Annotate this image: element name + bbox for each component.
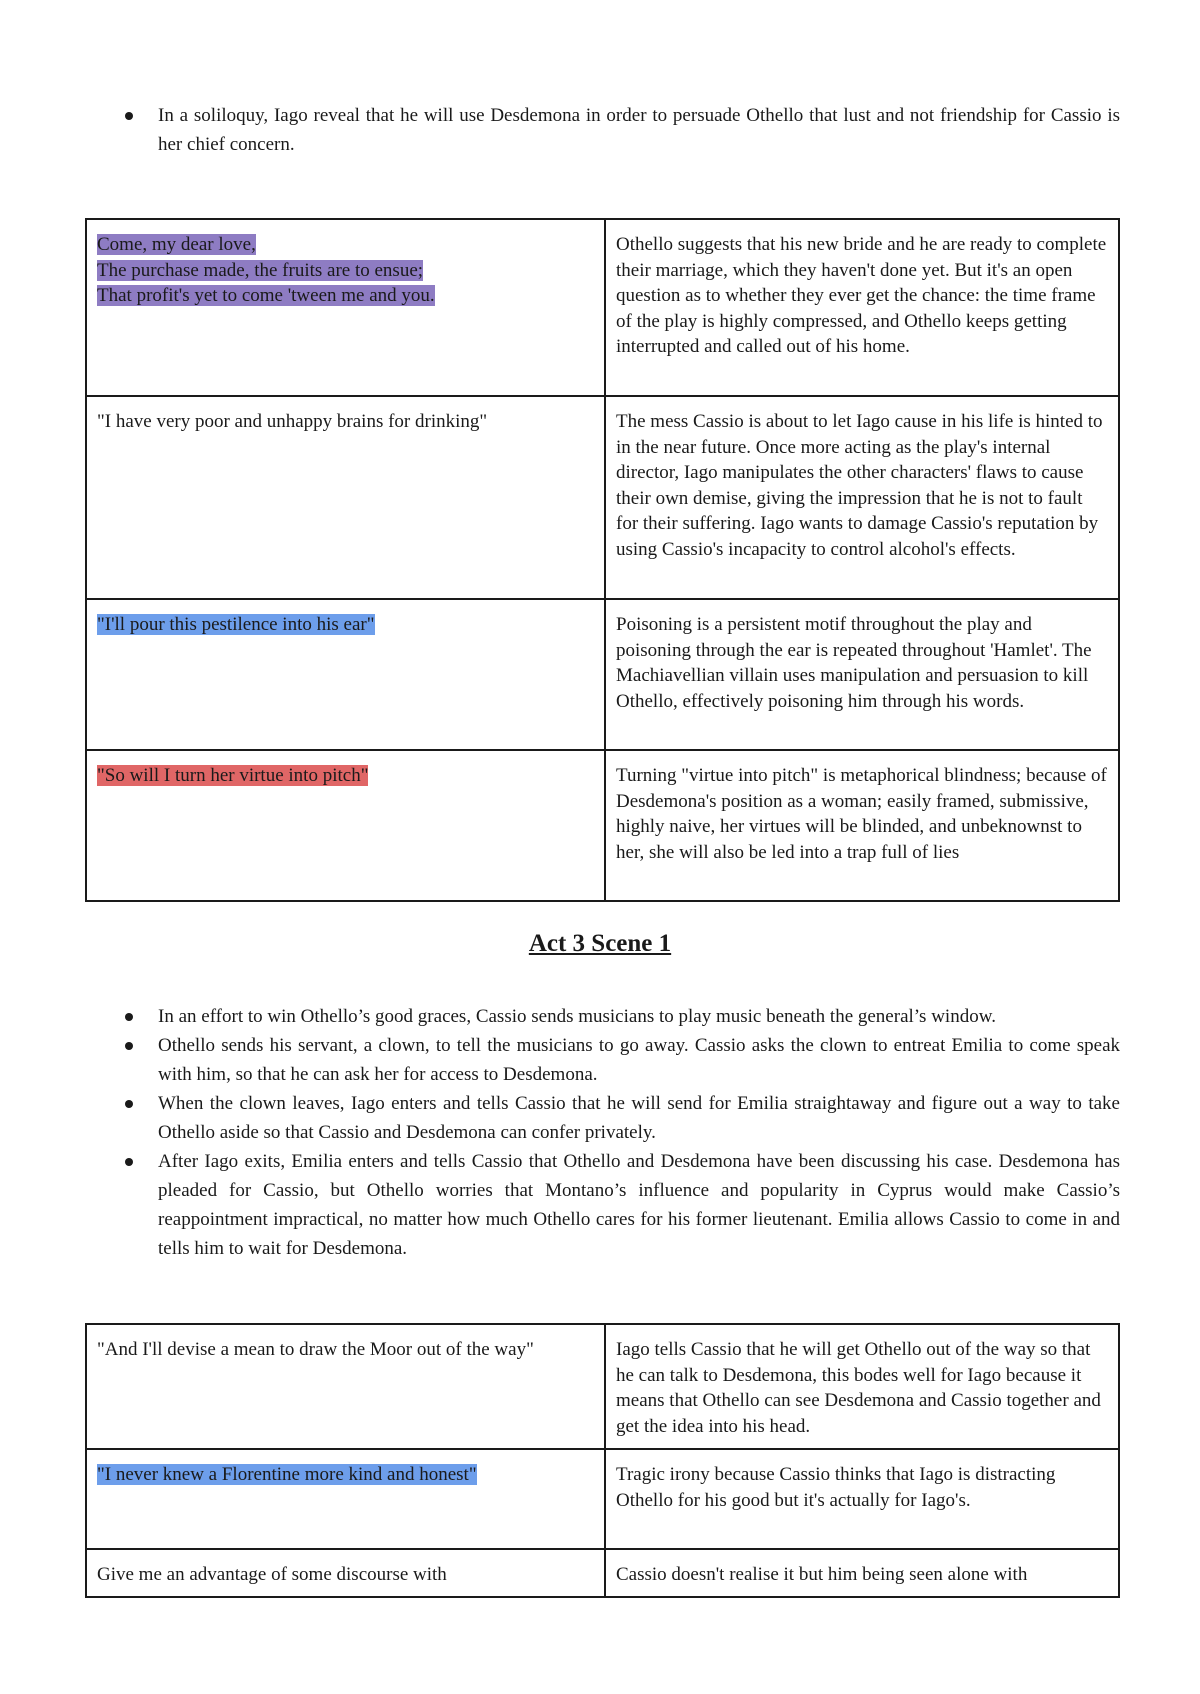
quote-line: The purchase made, the fruits are to ensue; xyxy=(97,259,424,281)
table-row xyxy=(86,1549,1119,1597)
section-heading: Act 3 Scene 1 xyxy=(528,930,672,957)
quote-cell xyxy=(86,1449,605,1549)
quote-cell xyxy=(86,1549,605,1597)
analysis-cell: Cassio doesn't realise it but him being seen alone with xyxy=(605,1549,1119,1597)
bullet-text: In an effort to win Othello’s good graces, Cassio sends musicians to play music beneath the general’s window. xyxy=(158,1006,996,1027)
list-item xyxy=(120,1002,1120,1031)
quote-analysis-table-2 xyxy=(85,1323,1120,1598)
analysis-cell: Othello suggests that his new bride and he are ready to complete their marriage, which they haven't done yet. But it's an open question as to whether they ever get the chance: the time frame of the play is highly compressed, and Othello keeps getting interrupted and called out of his home. xyxy=(605,219,1119,396)
table-row xyxy=(86,219,1119,396)
table-row xyxy=(86,599,1119,750)
quote-line: That profit's yet to come 'tween me and you. xyxy=(97,285,435,306)
quote-cell xyxy=(86,219,605,396)
quote-cell xyxy=(86,599,605,750)
intro-bullet-list xyxy=(120,101,1120,159)
table-row xyxy=(86,396,1119,599)
scene-bullet-list xyxy=(120,1002,1120,1263)
bullet-icon xyxy=(125,112,133,120)
analysis-cell: Tragic irony because Cassio thinks that Iago is distracting Othello for his good but it's actually for Iago's. xyxy=(605,1449,1119,1549)
analysis-cell: Turning "virtue into pitch" is metaphorical blindness; because of Desdemona's position as a woman; easily framed, submissive, highly naive, her virtues will be blinded, and unbeknownst to her, she will also be led into a trap full of lies xyxy=(605,750,1119,901)
quote-text: Give me an advantage of some discourse with xyxy=(97,1564,447,1585)
bullet-icon xyxy=(125,1158,133,1166)
list-item xyxy=(120,101,1120,159)
quote-text: "So will I turn her virtue into pitch" xyxy=(97,765,369,786)
quote-text: "I'll pour this pestilence into his ear" xyxy=(97,614,375,635)
list-item xyxy=(120,1031,1120,1089)
table-row xyxy=(86,1324,1119,1449)
list-item xyxy=(120,1147,1120,1263)
quote-text: "And I'll devise a mean to draw the Moor out of the way" xyxy=(97,1339,534,1360)
bullet-icon xyxy=(125,1013,133,1021)
quote-cell xyxy=(86,750,605,901)
analysis-cell: The mess Cassio is about to let Iago cause in his life is hinted to in the near future. Once more acting as the play's internal director, Iago manipulates the other characters' flaws to cause their own demise, giving the impression that he is not to fault for their suffering. Iago wants to damage Cassio's reputation by using Cassio's incapacity to control alcohol's effects. xyxy=(605,396,1119,599)
bullet-text: After Iago exits, Emilia enters and tells Cassio that Othello and Desdemona have been discussing his case. Desdemona has pleaded for Cassio, but Othello worries that Montano’s influence and popularity in Cyprus would make Cassio’s reappointment impractical, no matter how much Othello cares for his former lieutenant. Emilia allows Cassio to come in and tells him to wait for Desdemona. xyxy=(158,1151,1120,1259)
bullet-text: When the clown leaves, Iago enters and tells Cassio that he will send for Emilia straightaway and figure out a way to take Othello aside so that Cassio and Desdemona can confer privately. xyxy=(158,1093,1120,1143)
quote-cell xyxy=(86,1324,605,1449)
bullet-text: Othello sends his servant, a clown, to tell the musicians to go away. Cassio asks the clown to entreat Emilia to come speak with him, so that he can ask her for access to Desdemona. xyxy=(158,1035,1120,1085)
bullet-text: In a soliloquy, Iago reveal that he will use Desdemona in order to persuade Othello that lust and not friendship for Cassio is her chief concern. xyxy=(158,105,1120,155)
quote-line: Come, my dear love, xyxy=(97,234,256,255)
quote-cell xyxy=(86,396,605,599)
table-row xyxy=(86,1449,1119,1549)
list-item xyxy=(120,1089,1120,1147)
quote-text: "I have very poor and unhappy brains for drinking" xyxy=(97,411,488,432)
analysis-cell: Iago tells Cassio that he will get Othello out of the way so that he can talk to Desdemona, this bodes well for Iago because it means that Othello can see Desdemona and Cassio together and get the idea into his head. xyxy=(605,1324,1119,1449)
analysis-cell: Poisoning is a persistent motif throughout the play and poisoning through the ear is repeated throughout 'Hamlet'. The Machiavellian villain uses manipulation and persuasion to kill Othello, effectively poisoning him through his words. xyxy=(605,599,1119,750)
quote-analysis-table-1 xyxy=(85,218,1120,902)
bullet-icon xyxy=(125,1100,133,1108)
table-row xyxy=(86,750,1119,901)
quote-text: "I never knew a Florentine more kind and honest" xyxy=(97,1464,477,1485)
bullet-icon xyxy=(125,1042,133,1050)
